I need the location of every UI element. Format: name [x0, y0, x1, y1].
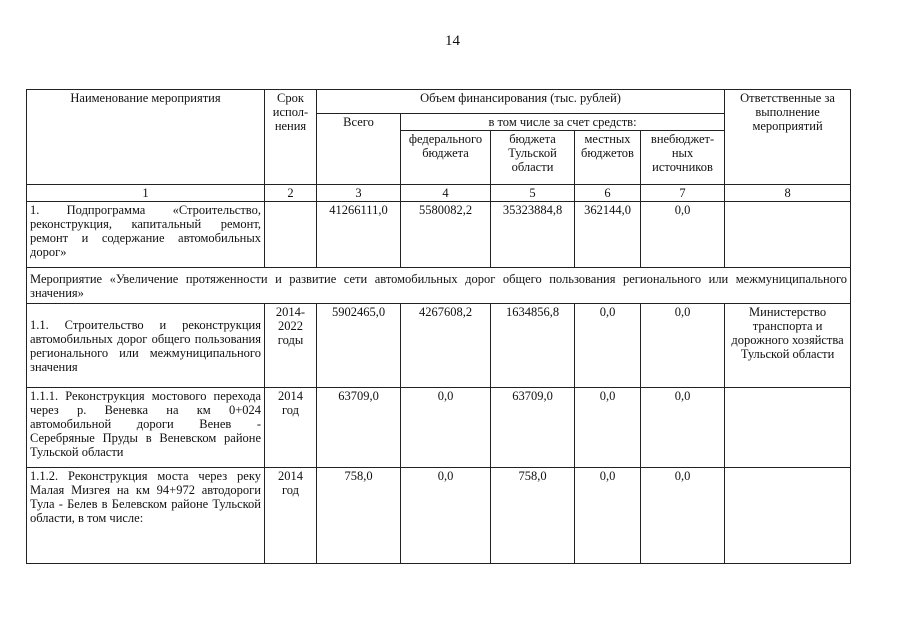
col-number: 2: [265, 185, 317, 202]
row-term: [265, 202, 317, 268]
header-financing: Объем финансирования (тыс. рублей): [317, 90, 725, 114]
header-federal: федерального бюджета: [401, 131, 491, 185]
row-regional: 35323884,8: [491, 202, 575, 268]
row-total: 758,0: [317, 468, 401, 564]
row-regional: 758,0: [491, 468, 575, 564]
header-term: Срок испол-нения: [265, 90, 317, 185]
row-extra: 0,0: [641, 468, 725, 564]
row-extra: 0,0: [641, 388, 725, 468]
row-responsible: Министерство транспорта и дорожного хозяйства Тульской области: [725, 304, 851, 388]
col-number: 1: [27, 185, 265, 202]
row-term: 2014 год: [265, 388, 317, 468]
col-number: 8: [725, 185, 851, 202]
row-local: 0,0: [575, 388, 641, 468]
financing-table: [26, 89, 851, 564]
row-federal: 0,0: [401, 388, 491, 468]
table-row: [27, 202, 851, 268]
table-row: [27, 468, 851, 564]
column-numbers-row: [27, 185, 851, 202]
row-local: 0,0: [575, 468, 641, 564]
row-name: 1. Подпрограмма «Строительство, реконструкция, капитальный ремонт, ремонт и содержание автомобильных дорог»: [27, 202, 265, 268]
row-term: 2014 год: [265, 468, 317, 564]
row-local: 362144,0: [575, 202, 641, 268]
row-federal: 5580082,2: [401, 202, 491, 268]
page-number: 14: [445, 33, 460, 49]
header-name: Наименование мероприятия: [27, 90, 265, 185]
row-federal: 0,0: [401, 468, 491, 564]
row-extra: 0,0: [641, 202, 725, 268]
table-row-measure: [27, 268, 851, 304]
table-row: [27, 388, 851, 468]
col-number: 6: [575, 185, 641, 202]
col-number: 3: [317, 185, 401, 202]
header-local: местных бюджетов: [575, 131, 641, 185]
header-responsible: Ответственные за выполнение мероприятий: [725, 90, 851, 185]
col-number: 5: [491, 185, 575, 202]
row-name: 1.1.2. Реконструкция моста через реку Малая Мизгея на км 94+972 автодороги Тула - Белев в Белевском районе Тульской области, в том числе:: [27, 468, 265, 564]
row-regional: 1634856,8: [491, 304, 575, 388]
row-responsible: [725, 468, 851, 564]
header-total: Всего: [317, 114, 401, 185]
row-federal: 4267608,2: [401, 304, 491, 388]
header-regional: бюджета Тульской области: [491, 131, 575, 185]
row-total: 5902465,0: [317, 304, 401, 388]
row-term: 2014-2022 годы: [265, 304, 317, 388]
row-extra: 0,0: [641, 304, 725, 388]
header-row-1: [27, 90, 851, 114]
row-local: 0,0: [575, 304, 641, 388]
row-regional: 63709,0: [491, 388, 575, 468]
header-including: в том числе за счет средств:: [401, 114, 725, 131]
row-responsible: [725, 202, 851, 268]
row-total: 63709,0: [317, 388, 401, 468]
row-name: 1.1.1. Реконструкция мостового перехода через р. Веневка на км 0+024 автомобильной дороги Венев - Серебряные Пруды в Веневском районе Тульской области: [27, 388, 265, 468]
measure-title: Мероприятие «Увеличение протяженности и развитие сети автомобильных дорог общего пользования регионального или межмуниципального значения»: [27, 268, 851, 304]
row-responsible: [725, 388, 851, 468]
header-extra: внебюджет-ных источников: [641, 131, 725, 185]
col-number: 7: [641, 185, 725, 202]
table-row: [27, 304, 851, 388]
row-name: 1.1. Строительство и реконструкция автомобильных дорог общего пользования регионального или межмуниципального значения: [27, 304, 265, 388]
col-number: 4: [401, 185, 491, 202]
row-total: 41266111,0: [317, 202, 401, 268]
